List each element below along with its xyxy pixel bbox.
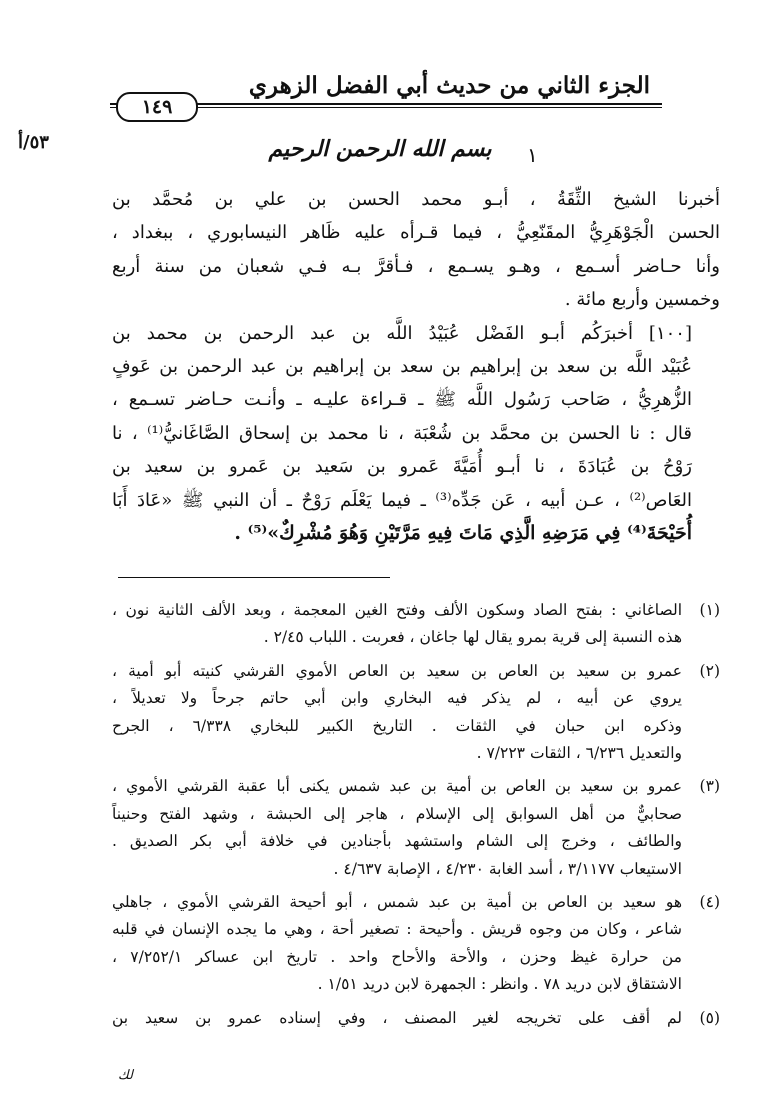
footnotes xyxy=(112,597,720,1038)
text-line: [١٠٠] أخبرَكُم أبـو الفَضْل عُبَيْدُ اللَّه بن عبد الرحمن بن محمد بن xyxy=(112,322,692,344)
text-line: رَوْحُ بن عُبَادَةَ ، نا أبـو أُمَيَّةَ عَمرو بن سَعيد بن عَمرو بن سعيد بن xyxy=(112,456,692,478)
text-line: أخبرنا الشيخ الثِّقَةُ ، أبـو محمد الحسن بن علي بن مُحمَّد بن xyxy=(112,189,720,210)
footnote-line: الصاغاني : بفتح الصاد وسكون الألف وفتح الغين المعجمة ، وبعد الألف الثانية نون ، xyxy=(112,601,682,619)
text-line: وخمسين وأربع مائة . xyxy=(564,289,720,311)
footnote xyxy=(112,1005,720,1032)
footnote xyxy=(112,889,720,999)
footnote-number: (٢) xyxy=(699,661,720,680)
text-line: الزُّهرِيُّ ، صَاحب رَسُول اللَّه ﷺ ـ قـراءة عليـه ـ وأنـت حـاضر تسـمع ، xyxy=(112,389,692,411)
footnote xyxy=(112,773,720,883)
text-line: العَاص⁽²⁾ ، عـن أبيه ، عَن جَدِّه⁽³⁾ ـ فيما يَعْلَم رَوْحٌ ـ أن النبي ﷺ «عَادَ أَبَا xyxy=(112,489,692,511)
footnote-separator xyxy=(118,577,390,578)
footnote-line: هو سعيد بن العاص بن أمية بن عبد شمس ، أبو أحيحة القرشي الأموي ، جاهلي xyxy=(112,893,682,912)
footnote-line: عمرو بن سعيد بن العاص بن سعيد بن العاص الأموي القرشي كنيته أبو أمية ، xyxy=(112,661,682,680)
footnote-number: (١) xyxy=(699,601,720,619)
footnote-line: لم أقف على تخريجه لغير المصنف ، وفي إسناده عمرو بن سعيد بن xyxy=(112,1008,682,1027)
footnote-line: الاستيعاب ٣/١١٧٧ ، أسد الغابة ٤/٢٣٠ ، الإصابة ٤/٦٣٧ . xyxy=(333,859,682,878)
footnote-line: والتعديل ٦/٢٣٦ ، الثقات ٧/٢٢٣ . xyxy=(476,744,682,763)
opening-paragraph xyxy=(112,183,720,317)
footnote-line: هذه النسبة إلى قرية بمرو يقال لها جاغان ، فعربت . اللباب ٢/٤٥ . xyxy=(263,628,682,647)
manuscript-folio-reference: ٥٣/أ xyxy=(18,132,49,153)
catchword: لك xyxy=(118,1068,133,1083)
footnote-number: (٥) xyxy=(699,1008,720,1027)
footnote-line: وذكره ابن حبان في الثقات . التاريخ الكبير للبخاري ٦/٣٣٨ ، الجرح xyxy=(112,716,683,735)
text-line: قال : نا الحسن بن محمَّد بن شُعْبَة ، نا محمد بن إسحاق الصَّاغَانيُّ⁽¹⁾ ، نا xyxy=(112,422,692,444)
hadith-matn-line: أُحَيْحَةَ⁽⁴⁾ فِي مَرَضِهِ الَّذِي مَاتَ فِيهِ مَرَّتَيْنِ وَهُوَ مُشْرِكٌ»⁽⁵⁾ . xyxy=(234,522,692,545)
footnote-line: الاشتقاق لابن دريد ٧٨ . وانظر : الجمهرة لابن دريد ١/٥١ . xyxy=(317,975,682,994)
text-line: الحسن الْجَوْهَرِيُّ المقَنّعِيُّ ، فيما قـرأه عليه ظَاهر النيسابوري ، ببغداد ، xyxy=(112,222,720,244)
footnote-line: والطائف ، وخرج إلى الشام واستشهد بأجنادين في خلافة أبي بكر الصديق . xyxy=(112,832,682,851)
main-text xyxy=(112,183,720,550)
footnote-line: يروي عن أبيه ، لم يذكر فيه البخاري وابن أبي حاتم جرحاً ولا تعديلاً ، xyxy=(112,689,682,708)
footnote-line: صحابيٌّ من أهل السوابق إلى الإسلام ، هاجر إلى الحبشة ، وشهد الفتح وحنيناً xyxy=(112,804,682,823)
footnote xyxy=(112,658,720,768)
basmala-line-number: ١ xyxy=(527,143,538,167)
footnote-line: شاعر ، وكان من وجوه قريش . وأحيحة : تصغير أحة ، وهي ما يجده الإنسان في قلبه xyxy=(112,920,682,939)
text-line: عُبَيْد اللَّه بن سعد بن إبراهيم بن سعد بن إبراهيم بن عبد الرحمن بن عَوفٍ xyxy=(112,356,692,378)
footnote-line: عمرو بن سعيد بن العاص بن أمية بن عبد شمس يكنى أبا عقبة القرشي الأموي ، xyxy=(112,777,682,796)
text-line: وأنا حـاضر أسـمع ، وهـو يسـمع ، فـأقرَّ بـه فـي شعبان من سنة أربع xyxy=(112,255,720,277)
running-header-title: الجزء الثاني من حديث أبي الفضل الزهري xyxy=(248,72,650,99)
basmala-calligraphy: بسم الله الرحمن الرحيم xyxy=(268,136,492,162)
footnote-number: (٣) xyxy=(699,777,720,796)
footnote xyxy=(112,597,720,652)
footnote-line: من حرارة غيظ وحزن ، والأحة والأحاح واحد . تاريخ ابن عساكر ٧/٢٥٢/١ ، xyxy=(112,947,682,966)
footnote-number: (٤) xyxy=(699,893,720,912)
page-number-badge: ١٤٩ xyxy=(116,92,198,122)
hadith-paragraph xyxy=(112,317,720,551)
